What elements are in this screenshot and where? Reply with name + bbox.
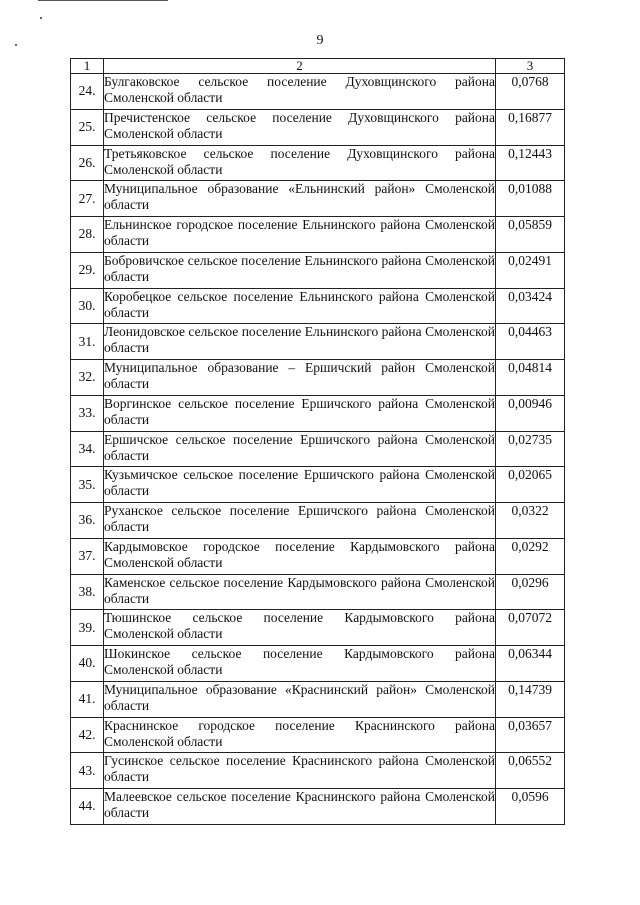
row-name: Леонидовское сельское поселение Ельнинского района Смоленской области xyxy=(104,324,496,360)
table-row xyxy=(71,360,565,396)
table-row xyxy=(71,109,565,145)
table-row xyxy=(71,789,565,825)
row-name: Кардымовское городское поселение Кардымовского района Смоленской области xyxy=(104,538,496,574)
row-number: 34. xyxy=(71,431,104,467)
row-value: 0,0296 xyxy=(496,574,565,610)
row-value: 0,06344 xyxy=(496,646,565,682)
page-number: 9 xyxy=(316,33,324,48)
row-value: 0,14739 xyxy=(496,681,565,717)
row-value: 0,0768 xyxy=(496,74,565,110)
row-name: Пречистенское сельское поселение Духовщинского района Смоленской области xyxy=(104,109,496,145)
table-row xyxy=(71,610,565,646)
row-name: Муниципальное образование – Ершичский район Смоленской области xyxy=(104,360,496,396)
row-number: 39. xyxy=(71,610,104,646)
row-name: Воргинское сельское поселение Ершичского района Смоленской области xyxy=(104,395,496,431)
row-value: 0,04814 xyxy=(496,360,565,396)
table-row xyxy=(71,324,565,360)
row-name: Каменское сельское поселение Кардымовского района Смоленской области xyxy=(104,574,496,610)
table-row xyxy=(71,467,565,503)
row-name: Муниципальное образование «Краснинский район» Смоленской области xyxy=(104,681,496,717)
row-number: 44. xyxy=(71,789,104,825)
row-value: 0,07072 xyxy=(496,610,565,646)
row-number: 33. xyxy=(71,395,104,431)
scan-edge-line xyxy=(38,0,168,1)
table-body xyxy=(71,74,565,825)
row-number: 28. xyxy=(71,217,104,253)
row-name: Муниципальное образование «Ельнинский район» Смоленской области xyxy=(104,181,496,217)
row-number: 30. xyxy=(71,288,104,324)
row-name: Кузьмичское сельское поселение Ершичского района Смоленской области xyxy=(104,467,496,503)
table-row xyxy=(71,753,565,789)
table-row xyxy=(71,431,565,467)
table-header-row xyxy=(71,59,565,74)
column-header-number: 1 xyxy=(71,59,104,74)
table-row xyxy=(71,574,565,610)
table-row xyxy=(71,288,565,324)
row-name: Бобровичское сельское поселение Ельнинского района Смоленской области xyxy=(104,252,496,288)
table-row xyxy=(71,74,565,110)
row-value: 0,0596 xyxy=(496,789,565,825)
column-header-name: 2 xyxy=(104,59,496,74)
row-value: 0,12443 xyxy=(496,145,565,181)
row-number: 36. xyxy=(71,503,104,539)
row-name: Малеевское сельское поселение Краснинского района Смоленской области xyxy=(104,789,496,825)
row-value: 0,16877 xyxy=(496,109,565,145)
row-number: 29. xyxy=(71,252,104,288)
row-name: Тюшинское сельское поселение Кардымовского района Смоленской области xyxy=(104,610,496,646)
table-row xyxy=(71,538,565,574)
table-row xyxy=(71,646,565,682)
row-name: Булгаковское сельское поселение Духовщинского района Смоленской области xyxy=(104,74,496,110)
row-name: Третьяковское сельское поселение Духовщинского района Смоленской области xyxy=(104,145,496,181)
row-name: Коробецкое сельское поселение Ельнинского района Смоленской области xyxy=(104,288,496,324)
row-value: 0,0292 xyxy=(496,538,565,574)
row-name: Ельнинское городское поселение Ельнинского района Смоленской области xyxy=(104,217,496,253)
table-row xyxy=(71,252,565,288)
row-value: 0,02491 xyxy=(496,252,565,288)
table-row xyxy=(71,681,565,717)
row-number: 41. xyxy=(71,681,104,717)
column-header-value: 3 xyxy=(496,59,565,74)
row-number: 31. xyxy=(71,324,104,360)
row-number: 26. xyxy=(71,145,104,181)
row-value: 0,03657 xyxy=(496,717,565,753)
row-number: 40. xyxy=(71,646,104,682)
row-number: 35. xyxy=(71,467,104,503)
scan-speck xyxy=(40,17,42,19)
row-value: 0,04463 xyxy=(496,324,565,360)
row-value: 0,03424 xyxy=(496,288,565,324)
table-row xyxy=(71,145,565,181)
table-row xyxy=(71,395,565,431)
row-name: Гусинское сельское поселение Краснинского района Смоленской области xyxy=(104,753,496,789)
table-row xyxy=(71,181,565,217)
row-number: 37. xyxy=(71,538,104,574)
table-row xyxy=(71,717,565,753)
row-name: Краснинское городское поселение Краснинского района Смоленской области xyxy=(104,717,496,753)
row-number: 43. xyxy=(71,753,104,789)
row-number: 25. xyxy=(71,109,104,145)
row-value: 0,0322 xyxy=(496,503,565,539)
row-value: 0,02735 xyxy=(496,431,565,467)
row-number: 24. xyxy=(71,74,104,110)
row-value: 0,06552 xyxy=(496,753,565,789)
row-number: 42. xyxy=(71,717,104,753)
row-value: 0,00946 xyxy=(496,395,565,431)
row-number: 27. xyxy=(71,181,104,217)
row-value: 0,01088 xyxy=(496,181,565,217)
row-name: Шокинское сельское поселение Кардымовского района Смоленской области xyxy=(104,646,496,682)
row-number: 32. xyxy=(71,360,104,396)
table-row xyxy=(71,503,565,539)
row-number: 38. xyxy=(71,574,104,610)
row-name: Руханское сельское поселение Ершичского района Смоленской области xyxy=(104,503,496,539)
row-name: Ершичское сельское поселение Ершичского района Смоленской области xyxy=(104,431,496,467)
row-value: 0,05859 xyxy=(496,217,565,253)
table-row xyxy=(71,217,565,253)
data-table xyxy=(70,58,565,825)
row-value: 0,02065 xyxy=(496,467,565,503)
